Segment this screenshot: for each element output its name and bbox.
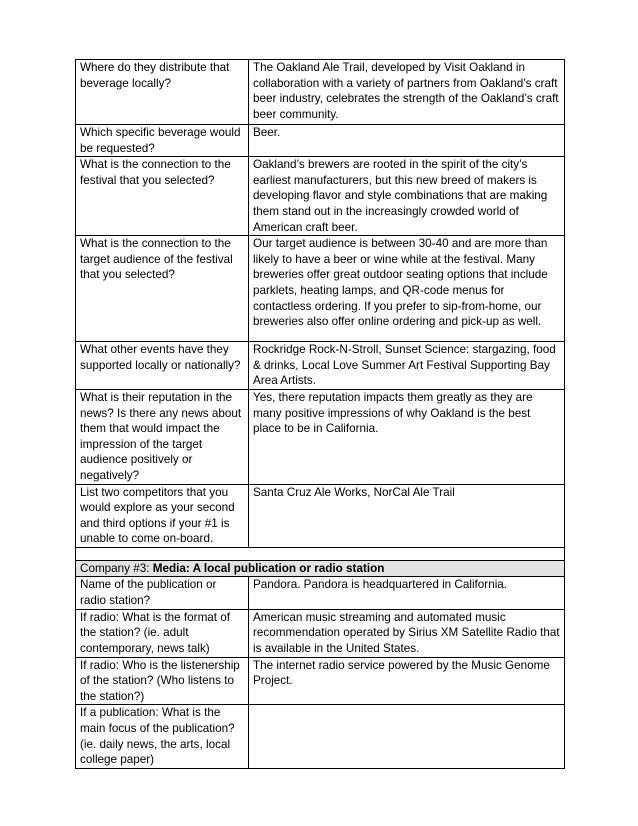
question-cell: List two competitors that you would explore as your second and third options if your #1 is unable to come on-board. bbox=[76, 484, 249, 547]
answer-cell: Yes, there reputation impacts them greatly as they are many positive impressions of why Oakland is the best place to be in California. bbox=[249, 389, 565, 484]
question-cell: What is the connection to the target audience of the festival that you selected? bbox=[76, 236, 249, 342]
table-row bbox=[76, 157, 565, 236]
table-row bbox=[76, 705, 565, 768]
table-row bbox=[76, 60, 565, 125]
question-cell: If radio: Who is the listenership of the station? (Who listens to the station?) bbox=[76, 657, 249, 705]
table-row bbox=[76, 657, 565, 705]
answer-cell: The Oakland Ale Trail, developed by Visit Oakland in collaboration with a variety of partners from Oakland’s craft beer industry, celebrates the strength of the Oakland’s craft beer community. bbox=[249, 60, 565, 125]
table-row bbox=[76, 389, 565, 484]
answer-cell: Oakland’s brewers are rooted in the spirit of the city’s earliest manufacturers, but this new breed of makers is developing flavor and style combinations that are making them stand out in the increasingly crowded world of American craft beer. bbox=[249, 157, 565, 236]
question-cell: What is the connection to the festival that you selected? bbox=[76, 157, 249, 236]
question-cell: If radio: What is the format of the station? (ie. adult contemporary, news talk) bbox=[76, 609, 249, 657]
answer-cell bbox=[249, 705, 565, 768]
table-row bbox=[76, 484, 565, 547]
question-cell: Which specific beverage would be requested? bbox=[76, 125, 249, 157]
spacer-cell bbox=[76, 547, 565, 560]
answer-cell: Beer. bbox=[249, 125, 565, 157]
table-row bbox=[76, 577, 565, 609]
table-row bbox=[76, 125, 565, 157]
table-row bbox=[76, 236, 565, 342]
table-row bbox=[76, 609, 565, 657]
question-cell: Name of the publication or radio station? bbox=[76, 577, 249, 609]
answer-cell: Pandora. Pandora is headquartered in California. bbox=[249, 577, 565, 609]
answer-cell: Santa Cruz Ale Works, NorCal Ale Trail bbox=[249, 484, 565, 547]
section-prefix: Company #3: bbox=[80, 561, 153, 575]
table-row bbox=[76, 342, 565, 390]
question-cell: If a publication: What is the main focus of the publication? (ie. daily news, the arts, local college paper) bbox=[76, 705, 249, 768]
section-header-row bbox=[76, 560, 565, 577]
question-cell: What is their reputation in the news? Is there any news about them that would impact the impression of the target audience positively or negatively? bbox=[76, 389, 249, 484]
question-cell: Where do they distribute that beverage locally? bbox=[76, 60, 249, 125]
section-title: Media: A local publication or radio station bbox=[152, 561, 385, 575]
question-cell: What other events have they supported locally or nationally? bbox=[76, 342, 249, 390]
worksheet-table bbox=[75, 59, 565, 769]
answer-cell: American music streaming and automated music recommendation operated by Sirius XM Satellite Radio that is available in the United States. bbox=[249, 609, 565, 657]
answer-cell: Rockridge Rock-N-Stroll, Sunset Science: stargazing, food & drinks, Local Love Summer Art Festival Supporting Bay Area Artists. bbox=[249, 342, 565, 390]
section-header bbox=[76, 560, 565, 577]
spacer-row bbox=[76, 547, 565, 560]
answer-cell: Our target audience is between 30-40 and are more than likely to have a beer or wine while at the festival. Many breweries offer great outdoor seating options that include parklets, heating lamps, and QR-code menus for contactless ordering. If you prefer to sip-from-home, our breweries also offer online ordering and pick-up as well. bbox=[249, 236, 565, 342]
answer-cell: The internet radio service powered by the Music Genome Project. bbox=[249, 657, 565, 705]
